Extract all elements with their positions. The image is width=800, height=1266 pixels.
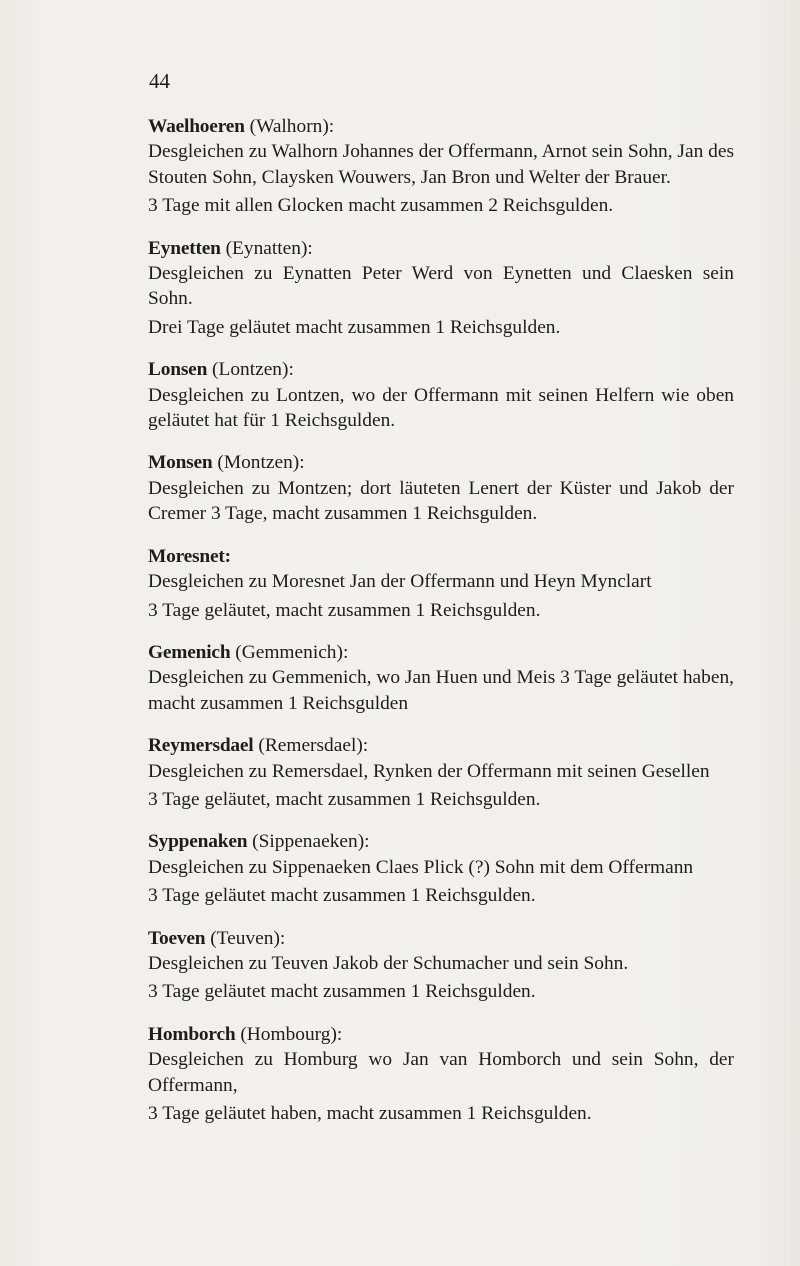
entry-syppenaken <box>148 829 734 908</box>
modern-name: (Hombourg): <box>240 1023 343 1045</box>
entry-moresnet <box>148 544 734 623</box>
entry-text: Desgleichen zu Remersdael, Rynken der Offermann mit seinen Gesellen <box>148 760 710 782</box>
entry-reymersdael <box>148 733 734 812</box>
entry-note: 3 Tage mit allen Glocken macht zusammen 2 Reichsgulden. <box>148 195 614 217</box>
place-name: Lonsen <box>148 359 208 381</box>
modern-name: (Eynatten): <box>225 237 313 259</box>
entry-text: Desgleichen zu Walhorn Johannes der Offermann, Arnot sein Sohn, Jan des Stouten Sohn, Claysken Wouwers, Jan Bron und Welter der Brauer. <box>148 141 734 188</box>
entry-monsen <box>148 450 734 526</box>
entry-gemenich <box>148 640 734 716</box>
entry-note: Drei Tage geläutet macht zusammen 1 Reichsgulden. <box>148 316 561 338</box>
place-name: Syppenaken <box>148 831 248 853</box>
entry-lonsen <box>148 357 734 433</box>
entry-note: 3 Tage geläutet macht zusammen 1 Reichsgulden. <box>148 885 536 907</box>
place-name: Waelhoeren <box>148 116 245 137</box>
place-name: Reymersdael <box>148 735 254 757</box>
entry-homborch <box>148 1022 734 1127</box>
entry-waelhoeren <box>148 114 734 219</box>
entry-toeven <box>148 926 734 1005</box>
entry-text: Desgleichen zu Eynatten Peter Werd von Eynetten und Claesken sein Sohn. <box>148 263 734 310</box>
modern-name: (Lontzen): <box>212 359 294 381</box>
page-number: 44 <box>149 69 170 93</box>
modern-name: (Montzen): <box>217 452 305 474</box>
place-name: Moresnet: <box>148 545 231 567</box>
place-name: Monsen <box>148 452 213 474</box>
modern-name: (Teuven): <box>210 927 286 949</box>
page-content <box>148 114 734 1143</box>
modern-name: (Walhorn): <box>249 116 335 137</box>
entry-text: Desgleichen zu Montzen; dort läuteten Lenert der Küster und Jakob der Cremer 3 Tage, macht zusammen 1 Reichsgulden. <box>148 477 734 525</box>
modern-name: (Remersdael): <box>258 735 369 757</box>
entry-eynetten <box>148 236 734 341</box>
entry-note: 3 Tage geläutet macht zusammen 1 Reichsgulden. <box>148 981 536 1003</box>
place-name: Eynetten <box>148 237 221 259</box>
place-name: Toeven <box>148 927 206 949</box>
entry-text: Desgleichen zu Gemmenich, wo Jan Huen und Meis 3 Tage geläutet haben, macht zusammen 1 Reichsgulden <box>148 667 734 714</box>
entry-note: 3 Tage geläutet, macht zusammen 1 Reichsgulden. <box>148 599 541 621</box>
entry-text: Desgleichen zu Homburg wo Jan van Homborch und sein Sohn, der Offermann, <box>148 1049 734 1096</box>
entry-text: Desgleichen zu Moresnet Jan der Offermann und Heyn Mynclart <box>148 571 652 593</box>
entry-note: 3 Tage geläutet, macht zusammen 1 Reichsgulden. <box>148 788 541 810</box>
place-name: Gemenich <box>148 641 231 663</box>
modern-name: (Sippenaeken): <box>252 831 370 853</box>
entry-text: Desgleichen zu Sippenaeken Claes Plick (?) Sohn mit dem Offermann <box>148 856 694 878</box>
modern-name: (Gemmenich): <box>235 641 349 663</box>
entry-text: Desgleichen zu Lontzen, wo der Offermann mit seinen Helfern wie oben geläutet hat für 1 Reichsgulden. <box>148 384 734 432</box>
entry-text: Desgleichen zu Teuven Jakob der Schumacher und sein Sohn. <box>148 952 629 974</box>
entry-note: 3 Tage geläutet haben, macht zusammen 1 Reichsgulden. <box>148 1103 592 1124</box>
place-name: Homborch <box>148 1023 236 1045</box>
